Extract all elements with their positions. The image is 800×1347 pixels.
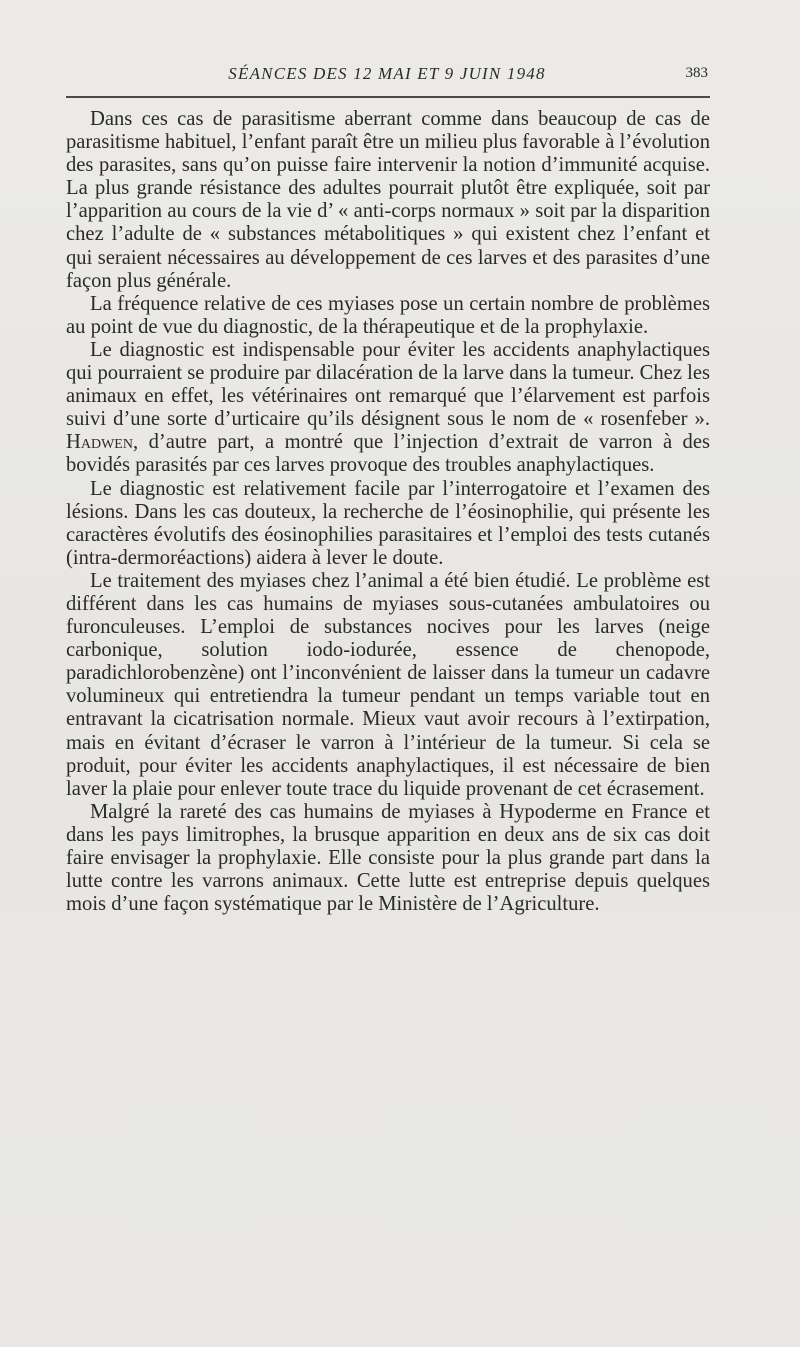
header-rule (66, 96, 710, 98)
body-text (66, 108, 710, 916)
paragraph-3 (66, 339, 710, 478)
paragraph-3-text: Le diagnostic est indispensable pour éviter les accidents anaphylactiques qui pourraient se produire par dilacération de la larve dans la tumeur. Chez les animaux en effet, les vétérinaires ont remarqué que l’élarvement est parfois suivi d’une sorte d’urticaire qu’ils désignent sous le nom de « rosenfeber ». (66, 338, 710, 431)
page-header (64, 64, 710, 88)
running-head: SÉANCES DES 12 MAI ET 9 JUIN 1948 (228, 64, 546, 83)
paragraph-1: Dans ces cas de parasitisme aberrant comme dans beaucoup de cas de parasitisme habituel, l’enfant paraît être un milieu plus favorable à l’évolution des parasites, sans qu’on puisse faire intervenir la notion d’immunité acquise. La plus grande résistance des adultes pourrait plutôt être expliquée, soit par l’apparition au cours de la vie d’ « anti-corps normaux » soit par la disparition chez l’adulte de « substances métabolitiques » qui existent chez l’enfant et qui seraient nécessaires au développement de ces larves et des parasites d’une façon plus générale. (66, 108, 710, 292)
paragraph-6: Malgré la rareté des cas humains de myiases à Hypoderme en France et dans les pays limitrophes, la brusque apparition en deux ans de six cas doit faire envisager la prophylaxie. Elle consiste pour la plus grande part dans la lutte contre les varrons animaux. Cette lutte est entreprise depuis quelques mois d’une façon systématique par le Ministère de l’Agriculture. (66, 800, 710, 916)
paragraph-4: Le diagnostic est relativement facile par l’interrogatoire et l’examen des lésions. Dans les cas douteux, la recherche de l’éosinophilie, qui présente les caractères évolutifs des éosinophilies parasitaires et l’emploi des tests cutanés (intra-dermoréactions) aidera à lever le doute. (66, 477, 710, 569)
paragraph-5: Le traitement des myiases chez l’animal a été bien étudié. Le problème est différent dans les cas humains de myiases sous-cutanées ambulatoires ou furonculeuses. L’emploi de substances nocives pour les larves (neige carbonique, solution iodo-iodurée, essence de chenopode, paradichlorobenzène) ont l’inconvénient de laisser dans la tumeur un cadavre volumineux qui entretiendra la tumeur pendant un temps variable tout en entravant la cicatrisation normale. Mieux vaut avoir recours à l’extirpation, mais en évitant d’écraser le varron à l’intérieur de la tumeur. Si cela se produit, pour éviter les accidents anaphylactiques, il est nécessaire de bien laver la plaie pour enlever toute trace du liquide provenant de cet écrasement. (66, 569, 710, 800)
page-number: 383 (685, 65, 708, 81)
author-name: Hadwen (66, 431, 133, 454)
paragraph-3-continuation: , d’autre part, a montré que l’injection d’extrait de varron à des bovidés parasités par ces larves provoque des troubles anaphylactiques. (66, 431, 710, 477)
paragraph-2: La fréquence relative de ces myiases pose un certain nombre de problèmes au point de vue du diagnostic, de la thérapeutique et de la prophylaxie. (66, 292, 710, 338)
